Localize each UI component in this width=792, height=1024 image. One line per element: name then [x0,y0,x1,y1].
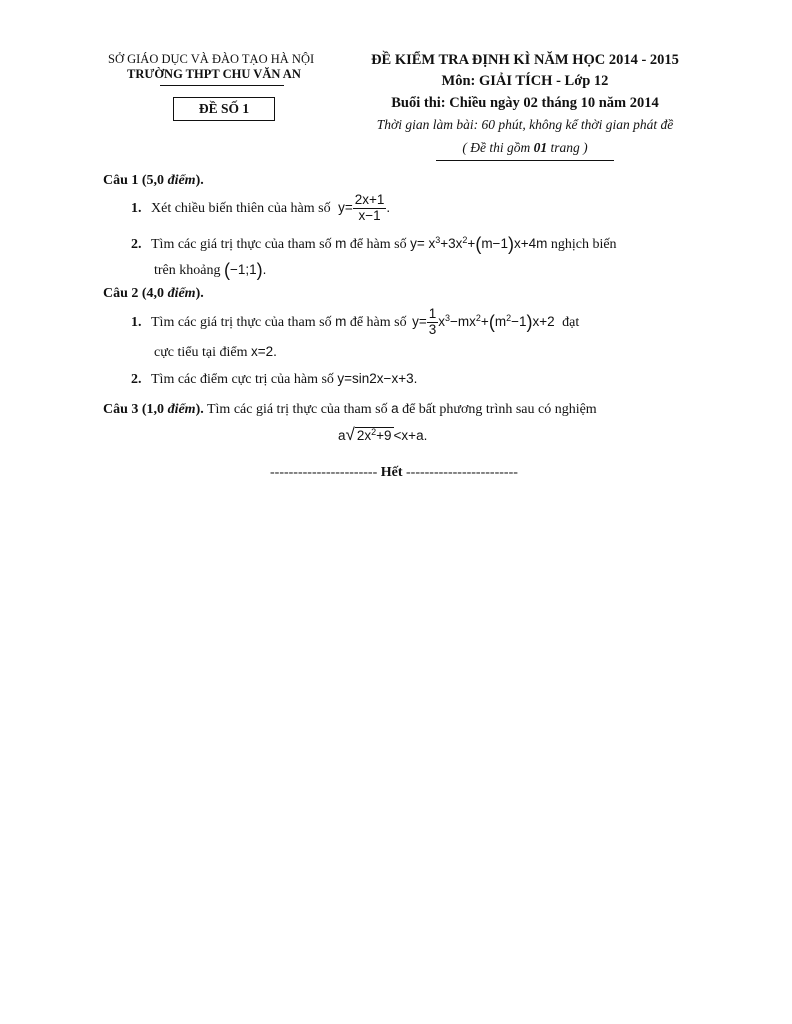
q2-item-1-e3: 2 [506,312,512,323]
q3-text-a: Tìm các giá trị thực của tham số [206,402,388,417]
q3-radicand [355,427,394,443]
q2-item-1-e2: 2 [475,312,481,323]
q2-close: ). [195,286,204,301]
q2-item-1-number: 1. [131,314,142,330]
q1-close: ). [195,173,204,188]
q1-item-2-f1: y= x [410,236,436,251]
q2-item-1-f5: −1 [511,313,527,329]
q1-item-1-end: . [386,199,391,215]
q2-item-2 [131,371,417,388]
q1-item-2-text-d: trên khoảng [154,263,221,278]
pages-count: 01 [533,140,548,155]
pages-suffix: trang ) [547,140,588,155]
q1-item-2-f2: +3x [440,236,463,251]
q1-item-2-interval-wrap: (−1;1). [223,260,267,280]
q2-item-2-formula: y=sin2x−x+3. [337,371,418,386]
q3-points: điểm [167,402,196,417]
q3-f-a: a [338,428,346,443]
q2-item-1-text-c: đạt [562,314,580,330]
q2-item-1-f4: m [494,313,507,329]
q2-label: Câu 2 (4,0 [103,286,168,301]
q2-item-1-x: x=2. [251,344,277,359]
q2-points: điểm [167,286,196,301]
exam-subject: Môn: GIẢI TÍCH - Lớp 12 [441,73,609,89]
q1-item-2-e2: 2 [462,235,468,245]
q1-item-2-line-1 [131,234,617,255]
q2-item-1-numerator: 1 [428,306,437,321]
q2-item-1-text-b: để hàm số [349,314,407,330]
department-name: SỞ GIÁO DỤC VÀ ĐÀO TẠO HÀ NỘI [108,52,315,66]
q2-item-1-f6: x+2 [532,313,555,329]
question-2-heading [103,286,204,302]
q2-item-1-text-d: cực tiểu tại điểm [154,345,248,360]
q1-item-2-f4: m−1 [481,236,508,251]
school-underline [160,85,284,86]
school-name: TRƯỜNG THPT CHU VĂN AN [127,67,301,81]
exam-title: ĐỀ KIỂM TRA ĐỊNH KÌ NĂM HỌC 2014 - 2015 [371,52,679,68]
q3-f-e: 2 [371,427,377,437]
q2-item-1-f2: −mx [450,313,476,329]
exam-code-box [173,97,275,121]
q2-item-1-denominator: 3 [428,321,437,337]
q2-item-2-number: 2. [131,372,142,387]
q1-item-1-y: y= [338,199,353,215]
q1-item-2-number: 2. [131,237,142,252]
q3-f-rest: <x+a. [393,428,428,443]
q1-item-2-f3: + [467,236,476,251]
q2-item-1-m: m [335,313,347,329]
q2-item-1-text-a: Tìm các giá trị thực của tham số [151,314,332,330]
end-marker [270,465,518,481]
q3-close: ). [195,402,204,417]
q1-item-2-m: m [335,236,347,251]
q1-item-2-text-c: nghịch biến [550,237,617,252]
q2-item-1-line-2 [154,344,277,361]
q1-points: điểm [167,173,196,188]
q2-item-1-y: y= [412,313,427,329]
q1-item-1-fraction [353,193,387,224]
exam-session: Buổi thi: Chiều ngày 02 tháng 10 năm 2014 [391,95,659,111]
q2-item-1-fraction [427,307,439,338]
q1-item-1-text: Xét chiều biến thiên của hàm số [151,200,331,216]
q3-a: a [391,401,399,416]
q3-f-rad1: 2x [356,428,372,443]
q1-item-2-formula: $y= x^3+3x^2+(m-1)x+4m$ [410,234,548,254]
q2-item-1-formula: y= $\frac{1}{3}$ $x^3-mx^2+(m^2-1)x+2$ [412,306,555,337]
q3-text-b: để bất phương trình sau có nghiệm [402,402,597,417]
q3-f-rad2: +9 [376,428,392,443]
pages-prefix: ( Đề thi gồm [462,140,534,155]
exam-time: Thời gian làm bài: 60 phút, không kể thời gian phát đề [376,117,674,132]
question-3-heading [103,402,204,417]
q1-item-1-denominator: x−1 [358,207,381,223]
q2-item-1-f3: + [480,313,489,329]
q1-item-2-text-b: để hàm số [349,237,407,252]
q2-item-2-text: Tìm các điểm cực trị của hàm số [151,372,334,387]
q1-item-2-e1: 3 [435,235,441,245]
end-dashes-left: ----------------------- [270,465,378,480]
q3-inequality: a√ $2x^2+9 <x+a$. [338,425,428,444]
q3-label: Câu 3 (1,0 [103,402,168,417]
q1-item-1-number: 1. [131,200,142,216]
q1-item-2-f5: x+4m [513,236,548,251]
end-text: Hết [380,465,403,480]
q1-label: Câu 1 (5,0 [103,173,168,188]
q1-item-1 [131,193,390,224]
question-1-heading [103,173,204,189]
q1-item-2-end: . [262,262,267,277]
q1-item-1-formula [338,192,391,223]
exam-pages [430,140,620,156]
q1-item-2-line-2 [154,260,266,281]
question-3-line [103,401,597,418]
exam-code: ĐỀ SỐ 1 [198,101,250,116]
q2-item-1-e1: 3 [445,312,451,323]
end-dashes-right: ------------------------ [406,465,518,480]
q1-item-2-interval: −1;1 [229,262,257,277]
q1-item-2-text-a: Tìm các giá trị thực của tham số [151,237,332,252]
q1-item-1-numerator: 2x+1 [354,192,385,207]
pages-underline [436,160,614,161]
q2-item-1-line-1 [131,307,579,338]
q2-item-1-f1: x [438,313,445,329]
